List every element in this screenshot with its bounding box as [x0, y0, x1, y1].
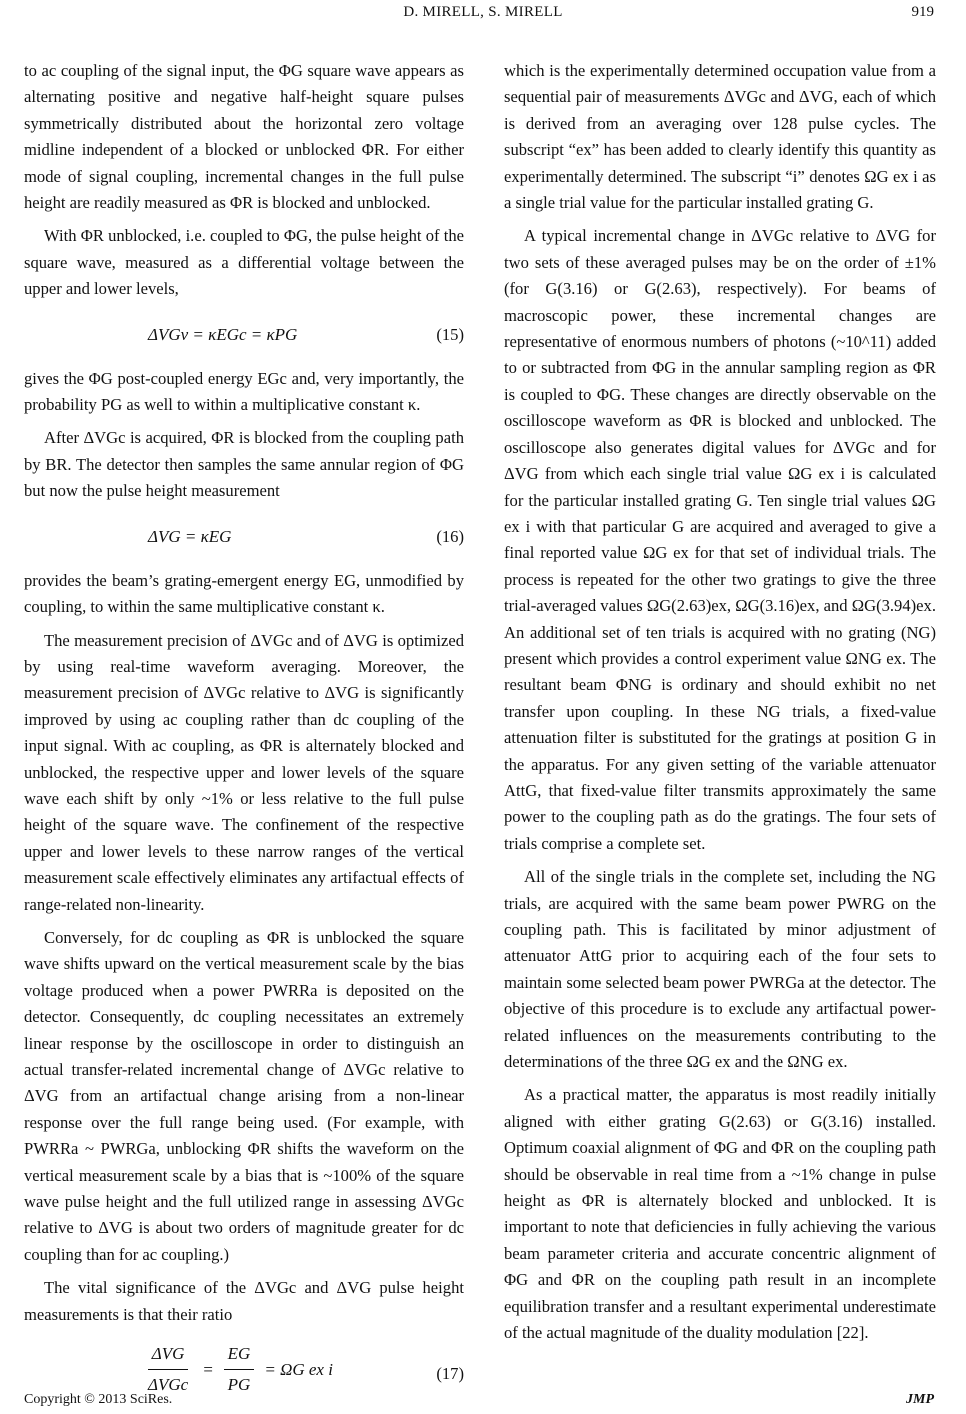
left-paragraph-7: Conversely, for dc coupling as ΦR is unblocked the square wave shifts upward on the vertical measurement scale by the bias voltage produced when a power PWRRa is deposited on the detector. Consequently, dc coupling necessitates an extremely linear response by the oscilloscope in order to distinguish an actual transfer-related incremental change of ΔVGc relative to ΔVG from an artifactual change arising from a non-linear response over the full range being used. (For example, with PWRRa ~ PWRGa, unblocking ΦR shifts the waveform on the vertical measurement scale by a bias that is ~100% of the square wave pulse height and the full utilized range in assessing ΔVGc relative to ΔVG is about two orders of magnitude greater for dc coupling than for ac coupling.)	[24, 927, 464, 1264]
page-footer	[0, 1392, 966, 1412]
left-paragraph-2: With ΦR unblocked, i.e. coupled to ΦG, the pulse height of the square wave, measured as a differential voltage between the upper and lower levels,	[24, 226, 464, 299]
equation-17-rhs: = ΩG ex i	[264, 1359, 333, 1379]
left-paragraph-6: The measurement precision of ΔVGc and of ΔVG is optimized by using real-time waveform averaging. Moreover, the measurement precision of ΔVGc relative to ΔVG is significantly improved by using ac coupling rather than dc coupling of the input signal. With ac coupling, as ΦR is alternately blocked and unblocked, the respective upper and lower levels of the square wave each shift by only ~1% or less relative to the full pulse height of the square wave. The confinement of the respective upper and lower levels to these narrow ranges of the vertical measurement scale effectively eliminates any artifactual effects of range-related non-linearity.	[24, 630, 464, 914]
equation-16-number: (16)	[436, 526, 464, 546]
left-paragraph-3: gives the ΦG post-coupled energy EGc and, very importantly, the probability PG as well to within a multiplicative constant κ.	[24, 368, 464, 415]
left-paragraph-5: provides the beam’s grating-emergent energy EG, unmodified by coupling, to within the same multiplicative constant κ.	[24, 570, 464, 617]
equation-17-fraction-energy: $\frac{EG}{PG}$	[224, 1341, 255, 1399]
left-column	[24, 58, 464, 1414]
equation-15-body: ΔVGv = κEGc = κPG	[148, 324, 298, 344]
right-column	[504, 58, 936, 1354]
equation-16	[24, 512, 464, 566]
equation-17-body: ΔVG ΔVGc = $\frac{EG}{PG}$ = ΩG ex i	[144, 1341, 333, 1399]
equation-16-body: ΔVG = κEG	[148, 526, 232, 546]
equation-17-number: (17)	[436, 1364, 464, 1384]
left-paragraph-8: The vital significance of the ΔVGc and ΔVG pulse height measurements is that their ratio	[24, 1278, 464, 1324]
right-paragraph-4: As a practical matter, the apparatus is most readily initially aligned with either grating G(2.63) or G(3.16) installed. Optimum coaxial alignment of ΦG and ΦR on the coupling path should be observable in real time from a ~1% change in pulse height as ΦR is alternately blocked and unblocked. It is important to note that deficiencies in fully achieving the various beam parameter criteria and accurate concentric alignment of ΦG and ΦR on the coupling path result in an incomplete equilibration transfer and a resultant experimental underestimate of the actual magnitude of the duality modulation [22].	[504, 1085, 936, 1343]
right-paragraph-3: All of the single trials in the complete set, including the NG trials, are acquired with the same beam power PWRG on the coupling path. This is facilitated by minor adjustment of attenuator AttG prior to acquiring each of the four sets to maintain some selected beam power PWRGa at the detector. The objective of this procedure is to exclude any artifactual power-related influences on the measurements contributing to the determinations of the three ΩG ex and the ΩNG ex.	[504, 867, 936, 1072]
right-paragraph-2: A typical incremental change in ΔVGc relative to ΔVG for two sets of these averaged pulses may be on the order of ±1% (for G(3.16) or G(2.63), respectively). For beams of macroscopic power, these incremental changes are representative of enormous numbers of photons (~10^11) added to or subtracted from ΦG in the annular sampling region as ΦR is coupled to ΦG. These changes are directly observable on the oscilloscope waveform as ΦR is blocked and unblocked. The oscilloscope also generates digital values for ΔVGc and for ΔVG from which each single trial value ΩG ex i is calculated for the particular installed grating G. Ten single trial values ΩG ex i with that particular G are acquired and averaged to give a final reported value ΩG ex for that set of individual trials. The process is repeated for the other two gratings to give the three trial-averaged values ΩG(2.63)ex, ΩG(3.16)ex, and ΩG(3.94)ex. An additional set of ten trials is acquired with no grating (NG) present which provides a control experiment value ΩNG ex. The resultant beam ΦNG is ordinary and should exhibit no net transfer upon coupling. In these NG trials, a fixed-value attenuation filter is substituted for the gratings at position G in the apparatus. For any given setting of the variable attenuator AttG, that fixed-value filter transmits approximately the same power to the coupling path as do the gratings. The four sets of trials comprise a complete set.	[504, 226, 936, 853]
running-head-authors: D. MIRELL, S. MIRELL	[403, 4, 563, 20]
equation-15	[24, 310, 464, 364]
equation-17-fraction-voltage: ΔVG ΔVGc	[144, 1341, 192, 1399]
left-paragraph-4: After ΔVGc is acquired, ΦR is blocked from the coupling path by BR. The detector then samples the same annular region of ΦG but now the pulse height measurement	[24, 428, 464, 501]
left-paragraph-1: to ac coupling of the signal input, the ΦG square wave appears as alternating positive and negative half-height square pulses symmetrically distributed about the horizontal zero voltage midline independent of a blocked or unblocked ΦR. For either mode of signal coupling, incremental changes in the full pulse height are readily measured as ΦR is blocked and unblocked.	[24, 61, 464, 213]
right-paragraph-1: which is the experimentally determined occupation value from a sequential pair of measurements ΔVGc and ΔVG, each of which is derived from an averaging over 128 pulse cycles. The subscript “ex” has been added to clearly identify this quantity as experimentally determined. The subscript “i” denotes ΩG ex i as a single trial value for the particular installed grating G.	[504, 61, 936, 213]
page-header	[0, 4, 966, 28]
page-number: 919	[911, 4, 934, 20]
journal-abbrev: JMP	[906, 1392, 934, 1407]
equation-15-number: (15)	[436, 324, 464, 344]
copyright-notice: Copyright © 2013 SciRes.	[24, 1392, 173, 1407]
